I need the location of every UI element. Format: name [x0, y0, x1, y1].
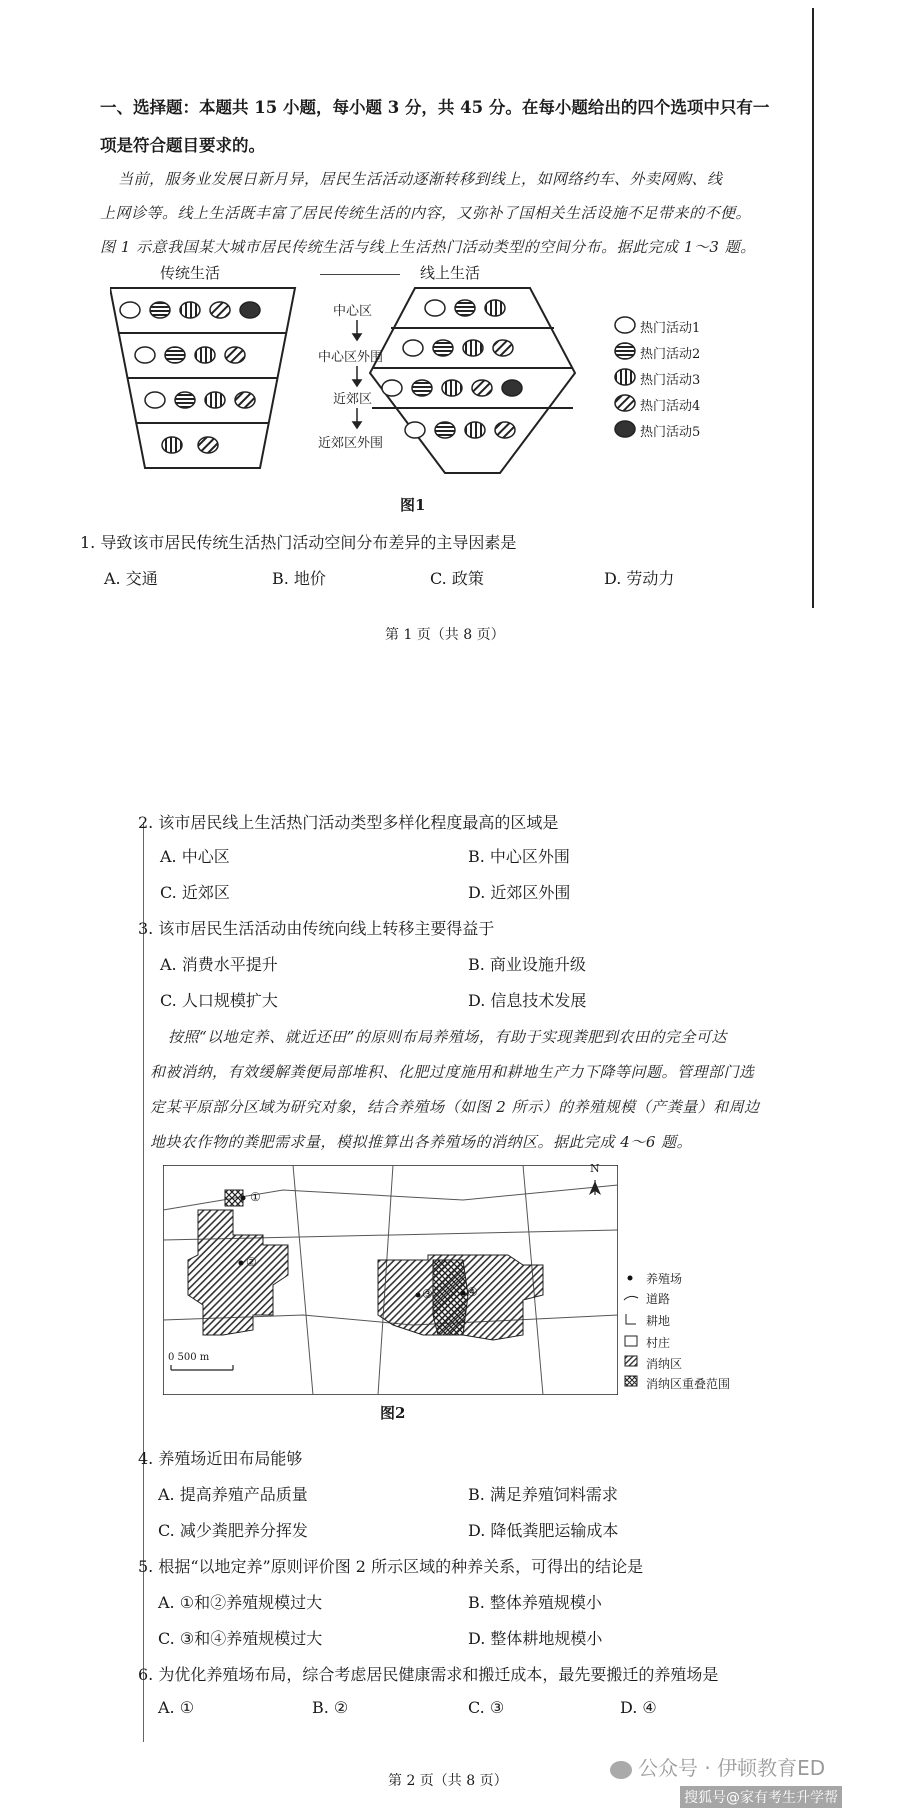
act4-mark	[235, 392, 255, 408]
section-heading: 一、选择题：本题共 15 小题，每小题 3 分，共 45 分。在每小题给出的四个选项中只有一	[100, 98, 770, 117]
q4-option-a: A. 提高养殖产品质量	[158, 1485, 308, 1504]
act1-mark	[135, 347, 155, 363]
q4-option-d: D. 降低粪肥运输成本	[468, 1521, 619, 1540]
q2-option-d: D. 近郊区外围	[468, 883, 571, 902]
intro-line-3: 图 1 示意我国某大城市居民传统生活与线上生活热门活动类型的空间分布。据此完成 1～3 题。	[100, 238, 756, 256]
fig2-marker-4: ④	[467, 1285, 478, 1299]
act1-mark	[403, 340, 423, 356]
q3-option-a: A. 消费水平提升	[160, 955, 278, 974]
act3-mark	[442, 380, 462, 396]
act1-mark	[145, 392, 165, 408]
q6-stem: 6. 为优化养殖场布局，综合考虑居民健康需求和搬迁成本，最先要搬迁的养殖场是	[138, 1665, 719, 1684]
act2-mark	[175, 392, 195, 408]
consumption-overlap	[433, 1260, 468, 1335]
zone-arrows	[353, 320, 361, 428]
act4-mark	[472, 380, 492, 396]
fig1-title-underline	[320, 274, 400, 275]
section-heading-cont: 项是符合题目要求的。	[100, 136, 265, 155]
act4-mark	[495, 422, 515, 438]
p2-intro-line-2: 和被消纳，有效缓解粪便局部堆积、化肥过度施用和耕地生产力下降等问题。管理部门选	[150, 1063, 755, 1081]
fig2-north-label: N	[590, 1162, 600, 1175]
wechat-icon	[610, 1761, 632, 1779]
act3-mark	[465, 422, 485, 438]
act2-mark	[435, 422, 455, 438]
q5-option-d: D. 整体耕地规模小	[468, 1629, 603, 1648]
fig2-scale-label: 0 500 m	[168, 1352, 210, 1363]
q6-option-b: B. ②	[312, 1698, 349, 1717]
act3-mark	[195, 347, 215, 363]
fig1-title-traditional: 传统生活	[160, 264, 221, 282]
q2-stem: 2. 该市居民线上生活热门活动类型多样化程度最高的区域是	[138, 813, 559, 832]
q4-option-c: C. 减少粪肥养分挥发	[158, 1521, 308, 1540]
act3-mark	[180, 302, 200, 318]
act4-mark	[225, 347, 245, 363]
sohu-watermark: 搜狐号@家有考生升学帮	[680, 1786, 842, 1808]
q1-option-b: B. 地价	[272, 569, 326, 588]
q2-option-a: A. 中心区	[160, 847, 230, 866]
p2-intro-line-4: 地块农作物的粪肥需求量，模拟推算出各养殖场的消纳区。据此完成 4～6 题。	[150, 1133, 693, 1151]
act2-mark	[165, 347, 185, 363]
fig1-zone-suburb: 近郊区	[333, 392, 373, 407]
act2-mark	[412, 380, 432, 396]
fig1-legend-1: 热门活动1	[640, 321, 701, 336]
act4-mark	[198, 437, 218, 453]
q6-option-d: D. ④	[620, 1698, 657, 1717]
q5-option-a: A. ①和②养殖规模过大	[158, 1593, 323, 1612]
fig2-marker-2: ②	[246, 1255, 257, 1269]
intro-line-2: 上网诊等。线上生活既丰富了居民传统生活的内容，又弥补了国相关生活设施不足带来的不便。	[100, 204, 752, 222]
fig1-title-online: 线上生活	[420, 264, 481, 282]
figure-2-map	[163, 1165, 618, 1395]
q4-stem: 4. 养殖场近田布局能够	[138, 1449, 303, 1468]
figure-1	[110, 278, 830, 488]
act2-mark	[150, 302, 170, 318]
online-diagram	[370, 288, 575, 473]
q3-option-d: D. 信息技术发展	[468, 991, 587, 1010]
fig1-legend-4: 热门活动4	[640, 399, 701, 414]
fig2-marker-3: ③	[422, 1287, 433, 1301]
act1-mark	[382, 380, 402, 396]
fig2-legend-6: 消纳区重叠范围	[646, 1377, 731, 1391]
fig2-legend-5: 消纳区	[646, 1357, 683, 1371]
act3-mark	[162, 437, 182, 453]
q1-option-c: C. 政策	[430, 569, 484, 588]
q6-option-a: A. ①	[158, 1698, 195, 1717]
wechat-watermark	[610, 1752, 825, 1781]
fig1-caption: 图1	[400, 496, 426, 514]
q2-option-b: B. 中心区外围	[468, 847, 570, 866]
q3-stem: 3. 该市居民生活活动由传统向线上转移主要得益于	[138, 919, 495, 938]
q3-option-b: B. 商业设施升级	[468, 955, 586, 974]
farm-1-zone	[225, 1190, 243, 1206]
fig1-legend-5: 热门活动5	[640, 425, 701, 440]
fig1-zone-suburb-outer: 近郊区外围	[318, 436, 384, 451]
fig1-legend-2: 热门活动2	[640, 347, 701, 362]
p2-intro-line-3: 定某平原部分区域为研究对象，结合养殖场（如图 2 所示）的养殖规模（产粪量）和周边	[150, 1098, 760, 1116]
intro-line-1: 当前，服务业发展日新月异，居民生活活动逐渐转移到线上，如网络约车、外卖网购、线	[118, 170, 723, 188]
q5-stem: 5. 根据“以地定养”原则评价图 2 所示区域的种养关系，可得出的结论是	[138, 1557, 644, 1576]
q1-stem: 1. 导致该市居民传统生活热门活动空间分布差异的主导因素是	[80, 533, 517, 552]
fig1-legend-symbols	[615, 317, 635, 437]
q5-option-b: B. 整体养殖规模小	[468, 1593, 602, 1612]
fig1-zone-center-outer: 中心区外围	[318, 350, 384, 365]
page2-footer: 第 2 页（共 8 页）	[388, 1773, 508, 1789]
fig2-legend-1: 养殖场	[646, 1272, 683, 1286]
q4-option-b: B. 满足养殖饲料需求	[468, 1485, 618, 1504]
act4-mark	[493, 340, 513, 356]
page1-footer: 第 1 页（共 8 页）	[385, 627, 505, 643]
wechat-watermark-text: 公众号 · 伊顿教育ED	[638, 1756, 826, 1780]
fig2-caption: 图2	[380, 1404, 406, 1422]
act1-mark	[425, 300, 445, 316]
act2-mark	[433, 340, 453, 356]
traditional-diagram	[110, 288, 295, 468]
fig2-marker-1: ①	[250, 1190, 261, 1204]
act5-mark	[502, 380, 522, 396]
act2-mark	[455, 300, 475, 316]
fig2-legend-3: 耕地	[646, 1314, 671, 1328]
act4-mark	[210, 302, 230, 318]
act3-mark	[485, 300, 505, 316]
q5-option-c: C. ③和④养殖规模过大	[158, 1629, 323, 1648]
fig2-legend-symbols	[622, 1270, 642, 1410]
q2-option-c: C. 近郊区	[160, 883, 230, 902]
act3-mark	[463, 340, 483, 356]
fig1-legend-3: 热门活动3	[640, 373, 701, 388]
q1-option-d: D. 劳动力	[604, 569, 675, 588]
q6-option-c: C. ③	[468, 1698, 505, 1717]
act3-mark	[205, 392, 225, 408]
fig2-legend-2: 道路	[646, 1292, 671, 1306]
act1-mark	[120, 302, 140, 318]
p2-intro-line-1: 按照“以地定养、就近还田”的原则布局养殖场，有助于实现粪肥到农田的完全可达	[168, 1028, 727, 1046]
fig1-zone-center: 中心区	[333, 304, 373, 319]
act5-mark	[240, 302, 260, 318]
q1-option-a: A. 交通	[104, 569, 158, 588]
act1-mark	[405, 422, 425, 438]
binding-line-left	[143, 822, 144, 1742]
q3-option-c: C. 人口规模扩大	[160, 991, 278, 1010]
fig2-legend-4: 村庄	[646, 1336, 671, 1350]
